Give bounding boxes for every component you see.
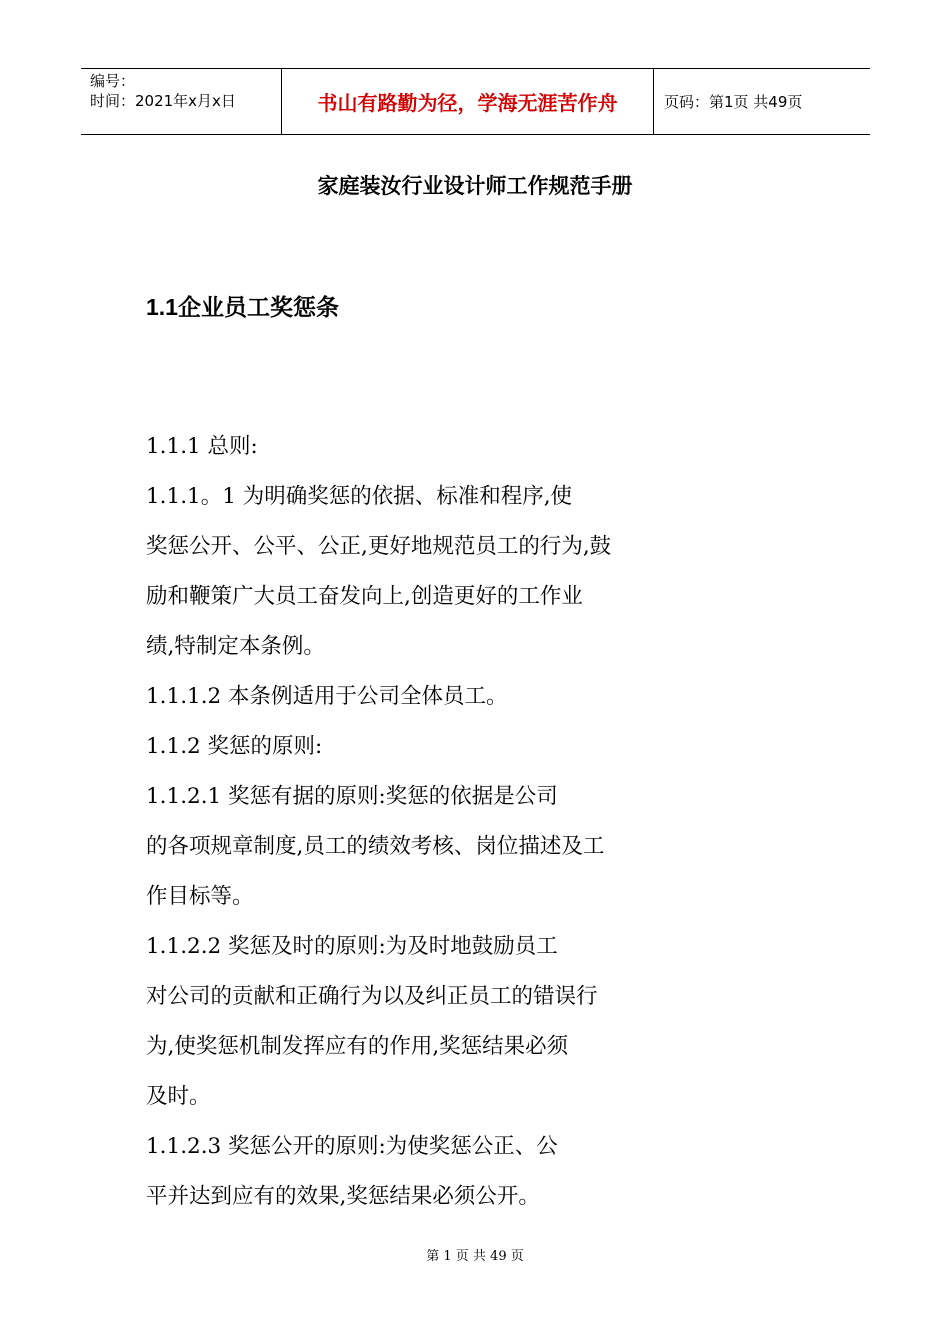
body-line: 1.1.2 奖惩的原则: (146, 734, 323, 759)
body-line: 作目标等。 (146, 884, 254, 909)
body-line: 励和鞭策广大员工奋发向上,创造更好的工作业 (146, 584, 583, 609)
header-motto: 书山有路勤为径，学海无涯苦作舟 (281, 69, 654, 134)
body-text (146, 428, 746, 1228)
body-line: 平并达到应有的效果,奖惩结果必须公开。 (146, 1184, 540, 1209)
body-line: 1.1.1 总则: (146, 434, 258, 459)
section-title: 1.1企业员工奖惩条 (146, 294, 339, 320)
body-line: 奖惩公开、公平、公正,更好地规范员工的行为,鼓 (146, 534, 612, 559)
body-line: 绩,特制定本条例。 (146, 634, 325, 659)
body-line: 1.1.2.1 奖惩有据的原则:奖惩的依据是公司 (146, 784, 558, 809)
body-line: 的各项规章制度,员工的绩效考核、岗位描述及工 (146, 834, 605, 859)
document-title: 家庭装汝行业设计师工作规范手册 (317, 174, 633, 198)
page-footer: 第 1 页 共 49 页 (426, 1249, 524, 1264)
header-meta (81, 69, 281, 134)
page-header (81, 68, 870, 135)
header-number-label: 编号： (90, 72, 136, 90)
body-line: 对公司的贡献和正确行为以及纠正员工的错误行 (146, 984, 598, 1009)
body-line: 及时。 (146, 1084, 211, 1109)
body-line: 1.1.1.2 本条例适用于公司全体员工。 (146, 684, 508, 709)
body-line: 1.1.2.3 奖惩公开的原则:为使奖惩公正、公 (146, 1134, 558, 1159)
header-date: 时间：2021年x月x日 (90, 92, 236, 110)
body-line: 1.1.1。1 为明确奖惩的依据、标准和程序,使 (146, 484, 573, 509)
header-page-info: 页码：第1页 共49页 (664, 93, 803, 111)
body-line: 1.1.2.2 奖惩及时的原则:为及时地鼓励员工 (146, 934, 558, 959)
body-line: 为,使奖惩机制发挥应有的作用,奖惩结果必须 (146, 1034, 569, 1059)
